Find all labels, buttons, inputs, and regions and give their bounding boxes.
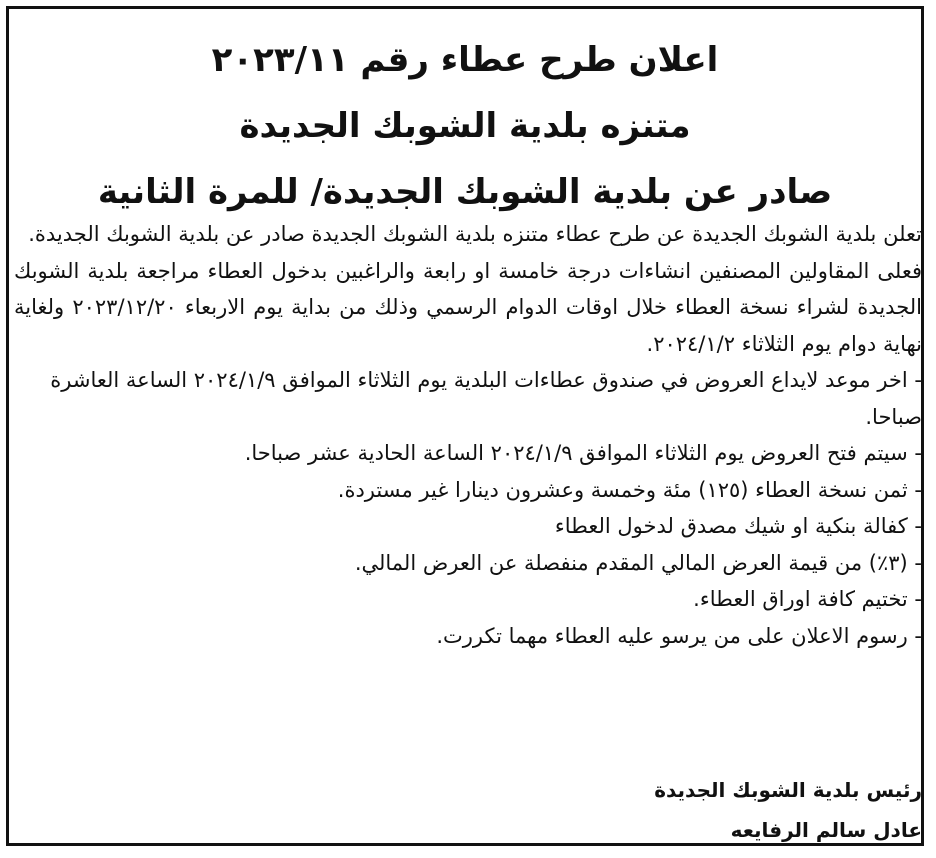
signatory-name: عادل سالم الرفايعه: [730, 818, 922, 842]
list-item: - ثمن نسخة العطاء (١٢٥) مئة وخمسة وعشرون دينارا غير مستردة.: [14, 472, 922, 509]
list-item: - تختيم كافة اوراق العطاء.: [14, 581, 922, 618]
eligibility-paragraph: فعلى المقاولين المصنفين انشاءات درجة خامسة او رابعة والراغبين بدخول العطاء مراجعة بلدية الشوبك الجديدة لشراء نسخة العطاء خلال اوقات الدوام الرسمي وذلك من بداية يوم الاربعاء ٢٠٢٣/١٢/٢٠ ولغاية نهاية دوام يوم الثلاثاء ٢٠٢٤/١/٢.: [14, 258, 922, 356]
signature-block: [654, 770, 922, 850]
list-item: - كفالة بنكية او شيك مصدق لدخول العطاء: [14, 508, 922, 545]
list-item: - سيتم فتح العروض يوم الثلاثاء الموافق ٢٠٢٤/١/٩ الساعة الحادية عشر صباحا.: [14, 435, 922, 472]
announcement-title: اعلان طرح عطاء رقم ٢٠٢٣/١١: [211, 40, 719, 80]
issuer-title: صادر عن بلدية الشوبك الجديدة/ للمرة الثانية: [97, 172, 833, 212]
announcement-body: [14, 216, 922, 654]
list-item: - رسوم الاعلان على من يرسو عليه العطاء مهما تكررت.: [14, 618, 922, 655]
signatory-position: رئيس بلدية الشوبك الجديدة: [654, 778, 922, 802]
list-item: - اخر موعد لايداع العروض في صندوق عطاءات البلدية يوم الثلاثاء الموافق ٢٠٢٤/١/٩ الساعة العاشرة صباحا.: [14, 362, 922, 435]
list-item: - (٣٪) من قيمة العرض المالي المقدم منفصلة عن العرض المالي.: [14, 545, 922, 582]
conditions-list: [14, 362, 922, 654]
intro-paragraph: تعلن بلدية الشوبك الجديدة عن طرح عطاء متنزه بلدية الشوبك الجديدة صادر عن بلدية الشوبك الجديدة.: [28, 222, 922, 246]
project-title: متنزه بلدية الشوبك الجديدة: [239, 106, 691, 146]
